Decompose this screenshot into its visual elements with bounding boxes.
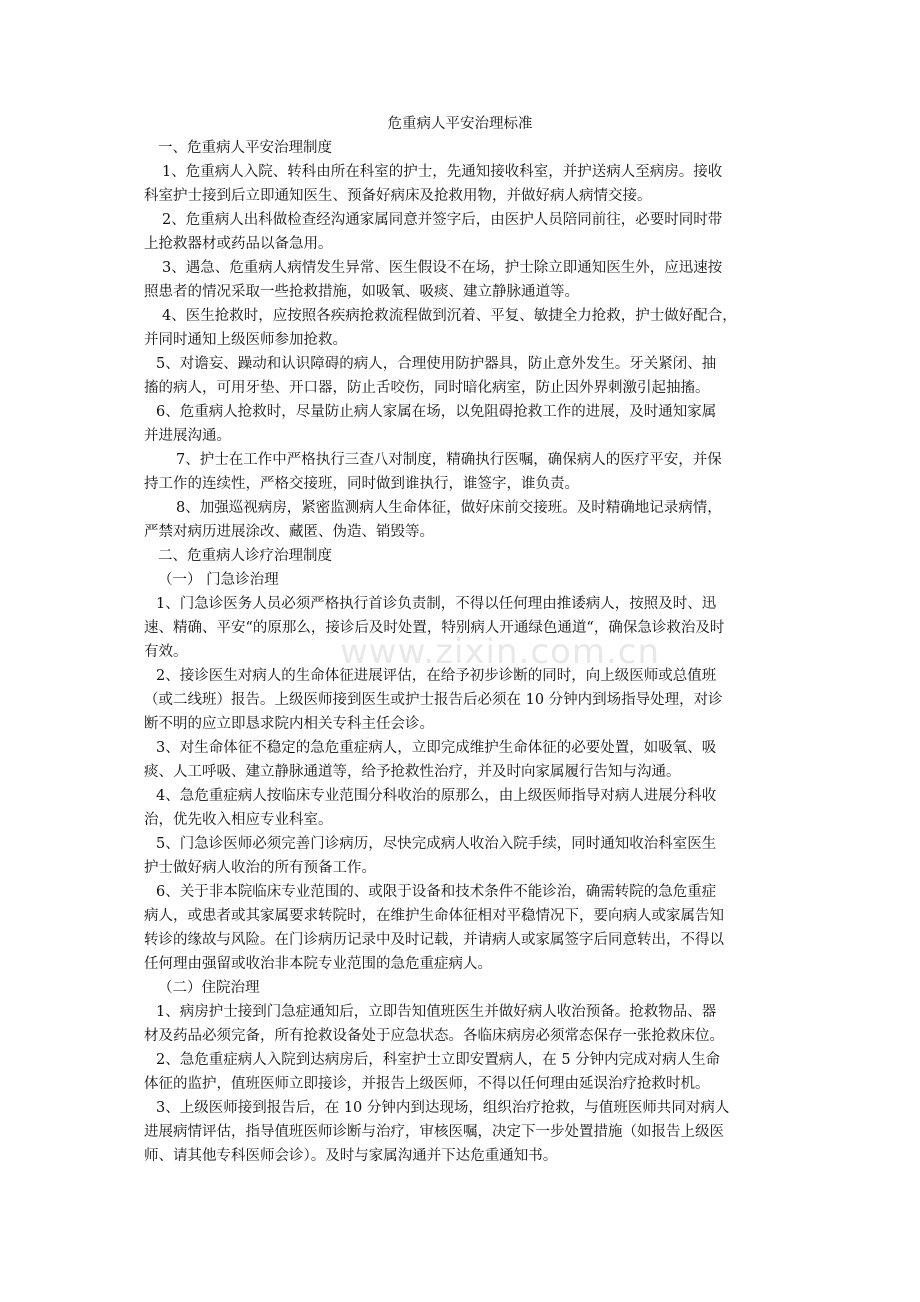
text-line: 2、危重病人出科做检查经沟通家属同意并签字后，由医护人员陪同前往，必要时同时带: [162, 212, 723, 228]
document-body: [144, 136, 784, 1168]
text-line: 3、对生命体征不稳定的急危重症病人，立即完成维护生命体征的必要处置，如吸氧、吸: [156, 740, 717, 756]
text-line: （一） 门急诊治理: [158, 572, 279, 588]
text-line: 体征的监护，值班医师立即接诊，并报告上级医师，不得以任何理由延误治疗抢救时机。: [144, 1076, 710, 1092]
text-line: 护士做好病人收治的所有预备工作。: [144, 860, 376, 876]
text-line: 断不明的应立即恳求院内相关专科主任会诊。: [144, 716, 434, 732]
watermark: www.zixin.com.cn: [340, 632, 660, 672]
text-line: 严禁对病历进展涂改、藏匿、伪造、销毁等。: [144, 524, 434, 540]
text-line: 2、急危重症病人入院到达病房后，科室护士立即安置病人，在 5 分钟内完成对病人生命: [156, 1052, 721, 1068]
text-line: 4、医生抢救时，应按照各疾病抢救流程做到沉着、平复、敏捷全力抢救，护士做好配合，: [162, 308, 737, 324]
text-line: 1、门急诊医务人员必须严格执行首诊负责制，不得以任何理由推诿病人，按照及时、迅: [156, 596, 717, 612]
text-line: 1、危重病人入院、转科由所在科室的护士，先通知接收科室，并护送病人至病房。接收: [162, 164, 723, 180]
text-line: 2、接诊医生对病人的生命体征进展评估，在给予初步诊断的同时，向上级医师或总值班: [156, 668, 717, 684]
text-line: 4、急危重症病人按临床专业范围分科收治的原那么，由上级医师指导对病人进展分科收: [156, 788, 717, 804]
text-line: 有效。: [144, 644, 188, 660]
text-line: 痰、人工呼吸、建立静脉通道等，给予抢救性治疗，并及时向家属履行告知与沟通。: [144, 764, 681, 780]
text-line: 搐的病人，可用牙垫、开口器，防止舌咬伤，同时暗化病室，防止因外界刺激引起抽搐。: [144, 380, 710, 396]
text-line: （二）住院治理: [158, 980, 260, 996]
text-line: 5、对谵妄、躁动和认识障碍的病人，合理使用防护器具，防止意外发生。牙关紧闭、抽: [156, 356, 717, 372]
text-line: 二、危重病人诊疗治理制度: [158, 548, 332, 564]
document-title: 危重病人平安治理标准: [387, 116, 533, 132]
text-line: 材及药品必须完备，所有抢救设备处于应急状态。各临床病房必须常态保存一张抢救床位。: [144, 1028, 724, 1044]
text-line: 3、遇急、危重病人病情发生异常、医生假设不在场，护士除立即通知医生外，应迅速按: [162, 260, 723, 276]
text-line: 治，优先收入相应专业科室。: [144, 812, 333, 828]
text-line: 并进展沟通。: [144, 428, 231, 444]
text-line: 转诊的缘故与风险。在门诊病历记录中及时记载，并请病人或家属签字后同意转出，不得以: [144, 932, 724, 948]
text-line: 1、病房护士接到门急症通知后，立即告知值班医生并做好病人收治预备。抢救物品、器: [156, 1004, 717, 1020]
text-line: 6、关于非本院临床专业范围的、或限于设备和技术条件不能诊治，确需转院的急危重症: [156, 884, 717, 900]
text-line: 6、危重病人抢救时，尽量防止病人家属在场，以免阻碍抢救工作的进展，及时通知家属: [156, 404, 717, 420]
text-line: 8、加强巡视病房，紧密监测病人生命体征，做好床前交接班。及时精确地记录病情，: [176, 500, 722, 516]
text-line: 上抢救器材或药品以备急用。: [144, 236, 333, 252]
text-line: 5、门急诊医师必须完善门诊病历，尽快完成病人收治入院手续，同时通知收治科室医生: [156, 836, 717, 852]
text-line: 并同时通知上级医师参加抢救。: [144, 332, 347, 348]
text-line: 3、上级医师接到报告后，在 10 分钟内到达现场，组织治疗抢救，与值班医师共同对病人: [156, 1100, 730, 1116]
text-line: 速、精确、平安“的原那么，接诊后及时处置，特别病人开通绿色通道“，确保急诊救治及时: [144, 620, 725, 636]
text-line: 7、护士在工作中严格执行三查八对制度，精确执行医嘱，确保病人的医疗平安，并保: [176, 452, 722, 468]
text-line: 进展病情评估，指导值班医师诊断与治疗，审核医嘱，决定下一步处置措施（如报告上级医: [144, 1124, 724, 1140]
text-line: 一、危重病人平安治理制度: [158, 140, 332, 156]
text-line: 科室护士接到后立即通知医生、预备好病床及抢救用物，并做好病人病情交接。: [144, 188, 652, 204]
text-line: 病人，或患者或其家属要求转院时，在维护生命体征相对平稳情况下，要向病人或家属告知: [144, 908, 724, 924]
text-line: 师、请其他专科医师会诊）。及时与家属沟通并下达危重通知书。: [144, 1148, 558, 1164]
text-line: 照患者的情况采取一些抢救措施，如吸氧、吸痰、建立静脉通道等。: [144, 284, 579, 300]
text-line: （或二线班）报告。上级医师接到医生或护士报告后必须在 10 分钟内到场指导处理，对诊: [144, 692, 723, 708]
text-line: 任何理由强留或收治非本院专业范围的急危重症病人。: [144, 956, 492, 972]
text-line: 持工作的连续性，严格交接班，同时做到谁执行，谁签字，谁负责。: [144, 476, 579, 492]
